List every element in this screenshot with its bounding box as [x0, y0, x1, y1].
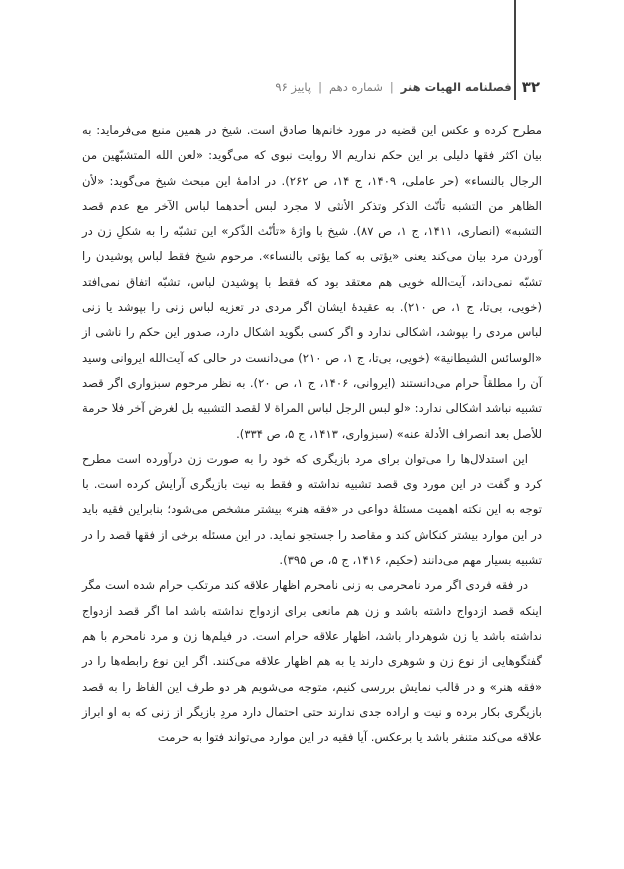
header-separator: | [318, 80, 323, 94]
running-header [84, 76, 540, 98]
paragraph: در فقه فردی اگر مرد نامحرمی به زنی نامحرم اظهار علاقه کند مرتکب حرام شده است مگر اینکه قصد ازدواج داشته باشد و زن هم مانعی برای ازدواج نداشته باشد اما اگر قصد ازدواج نداشته باشد یا زن شوهردار باشد، اظهار علاقه حرام است. در فیلم‌ها زن و مرد نامحرم با هم گفتگوهایی از نوع زن و شوهری دارند یا به هم اظهار علاقه می‌کنند. اگر این نوع رابطه‌ها را در «فقه هنر» و در قالب نمایش بررسی کنیم، متوجه می‌شویم هر دو طرف این الفاظ را به قصد بازیگری بکار برده و نیت و اراده جدی ندارند حتی احتمال دارد مردِ بازیگر از زنی که به او ابراز علاقه می‌کند متنفر باشد یا برعکس. آیا فقیه در این موارد می‌تواند فتوا به حرمت [82, 578, 542, 745]
header-separator: | [389, 80, 394, 94]
issue-label: شماره دهم [329, 80, 383, 94]
journal-title: فصلنامه الهیات هنر [400, 80, 512, 94]
paragraph: مطرح کرده و عکس این قضیه در مورد خانم‌ها صادق است. شیخ در همین منبع می‌فرماید: به بیان اکثر فقها دلیلی بر این حکم نداریم الا روایت نبوی که می‌گوید: «لعن الله المتشبّهین من الرجال بالنساء» (حر عاملی، ۱۴۰۹، ج ۱۴، ص ۲۶۲). در ادامهٔ این مبحث شیخ می‌گوید: «لأن الظاهر من التشبه تأنّث الذکر وتذکر الأنثی لا مجرد لبس أحدهما لباس الآخر مع عدم قصد التشبه» (انصاری، ۱۴۱۱، ج ۱، ص ۸۷). شیخ با واژهٔ «تأنّث الذّکر» این تشبّه را به شکلِ زن در آوردن مرد بیان می‌کند یعنی «یؤتی به کما یؤتی بالنساء». مرحوم شیخ فقط لباس پوشیدن را تشبّه نمی‌داند، آیت‌الله خویی هم معتقد بود که فقط با پوشیدن لباس، تشبّه اتفاق نمی‌افتد (خویی، بی‌تا، ج ۱، ص ۲۱۰). به عقیدهٔ ایشان اگر مردی در تعزیه لباس زنی را بپوشد یا زنی لباس مردی را بپوشد، اشکالی ندارد و اگر کسی بگوید اشکال دارد، صدور این حکم را ناشی از «الوسائس الشیطانیة» (خویی، بی‌تا، ج ۱، ص ۲۱۰) می‌دانست در حالی که آیت‌الله ایروانی وسید آن را مطلقاً حرام می‌دانستند (ایروانی، ۱۴۰۶، ج ۱، ص ۲۰). به نظر مرحوم سبزواری اگر قصد تشبیه نباشد اشکالی ندارد: «لو لبس الرجل لباس المراة لا لقصد التشبیه بل لغرض آخر فلا حرمة للأصل بعد انصراف الأدلة عنه» (سبزواری، ۱۴۱۳، ج ۵، ص ۳۳۴). [82, 123, 542, 441]
season-label: پاییز ۹۶ [275, 80, 312, 94]
page-number: ۳۲ [521, 78, 540, 96]
body-text [82, 118, 542, 750]
paragraph: این استدلال‌ها را می‌توان برای مرد بازیگری که خود را به صورت زن درآورده است مطرح کرد و گفت در این مورد وی قصد تشبیه نداشته و فقط به نیت بازیگری آرایش کرده است. با توجه به این نکته اهمیت مسئلهٔ دواعی در «فقه هنر» بیشتر مشخص می‌شود؛ بنابراین فقیه باید در این موارد بیشتر کنکاش کند و مقاصد را جستجو نماید. در این مسئله برخی از فقها قصد را در تشبیه بسیار مهم می‌دانند (حکیم، ۱۴۱۶، ج ۵، ص ۳۹۵). [82, 451, 542, 568]
